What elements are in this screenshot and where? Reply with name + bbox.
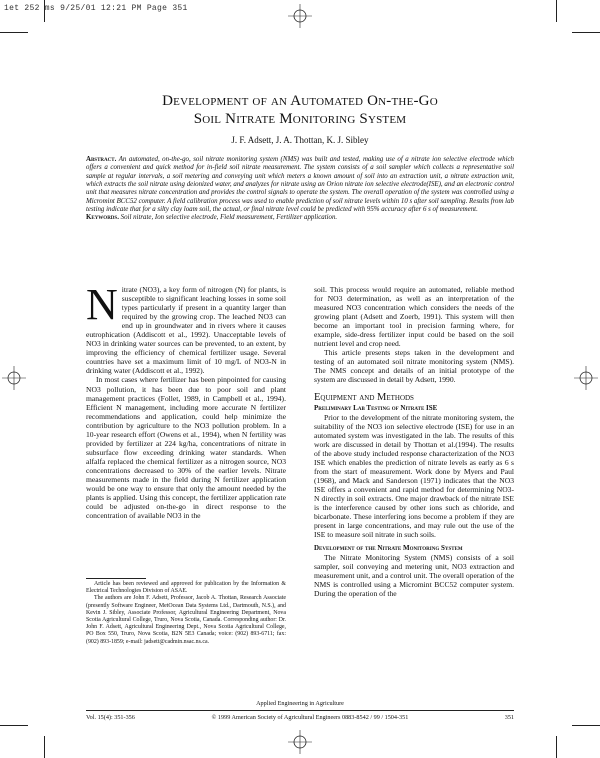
print-slug: 1et 252 ms 9/25/01 12:21 PM Page 351 [4,4,188,13]
subsection-heading-lab-testing: Preliminary Lab Testing of Nitrate ISE [314,403,438,412]
abstract [86,156,514,223]
section-heading-equipment: Equipment and Methods [314,391,414,403]
volume-info: Vol. 15(4): 351-356 [86,714,135,721]
title-line-2: Soil Nitrate Monitoring System [193,111,407,127]
footnote-rule [86,578,146,579]
registration-mark-left [2,366,26,390]
footer-rule [86,710,514,711]
right-paragraph-2: This article presents steps taken in the development and testing of an automated soil nitrate monitoring system (NMS). The NMS concept and details of an initial prototype of the system are discussed in detail by Adsett, 1990. [314,348,514,385]
paper-title [60,92,540,128]
author-list: J. F. Adsett, J. A. Thottan, K. J. Sibley [231,135,369,145]
registration-mark-right [574,366,598,390]
subsection-heading-development: Development of the Nitrate Monitoring System [314,544,463,553]
author-footnote [86,581,286,646]
footnote-authors: The authors are John F. Adsett, Professor, Jacob A. Thottan, Research Associate (presently Software Engineer, MetOcean Data Systems Ltd., Dartmouth, N.S.), and Kevin J. Sibley, Associate Professor, Agricultural Engineering Department, Nova Scotia Agricultural College, Truro, Nova Scotia, Canada. Corresponding author: Dr. John F. Adsett, Agricultural Engineering Dept., Nova Scotia Agricultural College, PO Box 550, Truro, Nova Scotia, B2N 5E3 Canada; voice: (902) 893-6711; fax: (902) 893-1859; e-mail: jadsett@cadmin.nsac.ns.ca. [86,595,286,645]
registration-mark-bottom [288,730,312,754]
journal-name: Applied Engineering in Agriculture [256,700,344,707]
keywords-text: Soil nitrate, Ion selective electrode, Field measurement, Fertilizer application. [118,214,338,222]
intro-paragraph-2: In most cases where fertilizer has been pinpointed for causing NO3 pollution, it has been due to poor soil and plant management practices (Follet, 1989, in Campbell et al., 1994). Efficient N management, including more accurate N fertilizer recommendations and application, could help minimize the contribution by agriculture to the NO3 pollution problem. In a 10-year research effort (Owens et al., 1994), when N fertility was provided by fertilizer at 224 kg/ha, concentrations of nitrate in subsurface flow exceeding drinking water standards. When alfalfa replaced the chemical fertilizer as a nitrogen source, NO3 concentrations decreased to 30% of the earlier levels. Nitrate measurements made in the field during N fertilizer application would be one way to ensure that only the amount needed by the plants is applied. Using this concept, the fertilizer application rate could be adjusted on-the-go in direct response to the concentration of available NO3 in the [86,375,286,521]
registration-mark-top [288,4,312,28]
abstract-label: Abstract. [86,156,117,163]
abstract-text: An automated, on-the-go, soil nitrate monitoring system (NMS) was built and tested, making use of a nitrate ion selective electrode which offers a convenient and quick method for in-field soil nitrate measurement. The system consists of a soil sampler which collects a representative soil sample at regular intervals, a soil metering and conveying unit which meters a known amount of soil into an extraction unit, a nitrate extraction unit, which extracts the soil nitrate using deionized water, and analyzes for nitrate using an Orion nitrate ion selective electrode(ISE), and an electronic control unit that measures nitrate concentration and provides the control signals to operate the system. The overall operation of the system was controlled using a Micromint BCC52 computer. A field calibration process was used to enable prediction of soil nitrate levels within 10 s after soil sampling. Results from lab testing indicate that for a silty clay loam soil, the actual, or final nitrate level could be predicted with 95% accuracy after 6 s of measurement. [86,156,514,214]
right-paragraph-4: The Nitrate Monitoring System (NMS) consists of a soil sampler, soil conveying and metering unit, NO3 extraction and measurement unit, and a control unit. The overall operation of the NMS is controlled using a Micromint BCC52 computer system. During the operation of the [314,553,514,599]
right-paragraph-1: soil. This process would require an automated, reliable method for NO3 determination, as well as an interpretation of the measured NO3 concentration which considers the needs of the growing plant (Adsett and Zoerb, 1991). This system will then become an important tool in precision farming where, for example, side-dress fertilizer input could be based on the soil nutrient level and crop need. [314,285,514,349]
title-line-1: Development of an Automated On-the-Go [162,93,438,109]
intro-paragraph-1-text: itrate (NO3), a key form of nitrogen (N) for plants, is susceptible to significant leaching losses in some soil types particularly if present in a quantity larger than required by the growing crop. The leached NO3 can end up in groundwater and in rivers where it causes eutrophication (Addiscott et al., 1992). Unacceptable levels of NO3 in drinking water sources can be prevented, to an extent, by improving the efficiency of chemical fertilizer usage. Several countries have set a maximum limit of 10 mg/L of NO3-N in drinking water (Addiscott et al., 1992). [86,285,286,376]
copyright-line: © 1999 American Society of Agricultural Engineers 0883-8542 / 99 / 1504-351 [211,714,409,721]
drop-cap: N [86,280,118,329]
keywords-label: Keywords. [86,214,119,222]
right-paragraph-3: Prior to the development of the nitrate monitoring system, the suitability of the NO3 ion selective electrode (ISE) for use in an automated system was investigated in the lab. The results of this work are discussed in detail by Thottan et al.(1994). The results of the above study included response characterization of the NO3 ISE which enables the prediction of nitrate levels as early as 6 s from the start of measurement. Work done by Myers and Paul (1968), and Mack and Sanderson (1971) indicates that the NO3 ISE offers a convenient and rapid method for determining NO3-N directly in soil extracts. One major drawback of the nitrate ISE is the interference caused by other ions such as chloride, and bicarbonate. These interfering ions become a problem if they are present in large concentrations, and may rule out the use of the ISE to measure soil nitrate in such soils. [314,412,514,540]
intro-paragraph-1 [86,280,286,376]
left-column [86,280,286,521]
page-number: 351 [504,714,514,721]
footnote-review: Article has been reviewed and approved for publication by the Information & Electrical Technologies Division of ASAE. [86,581,286,595]
right-column [314,285,514,598]
